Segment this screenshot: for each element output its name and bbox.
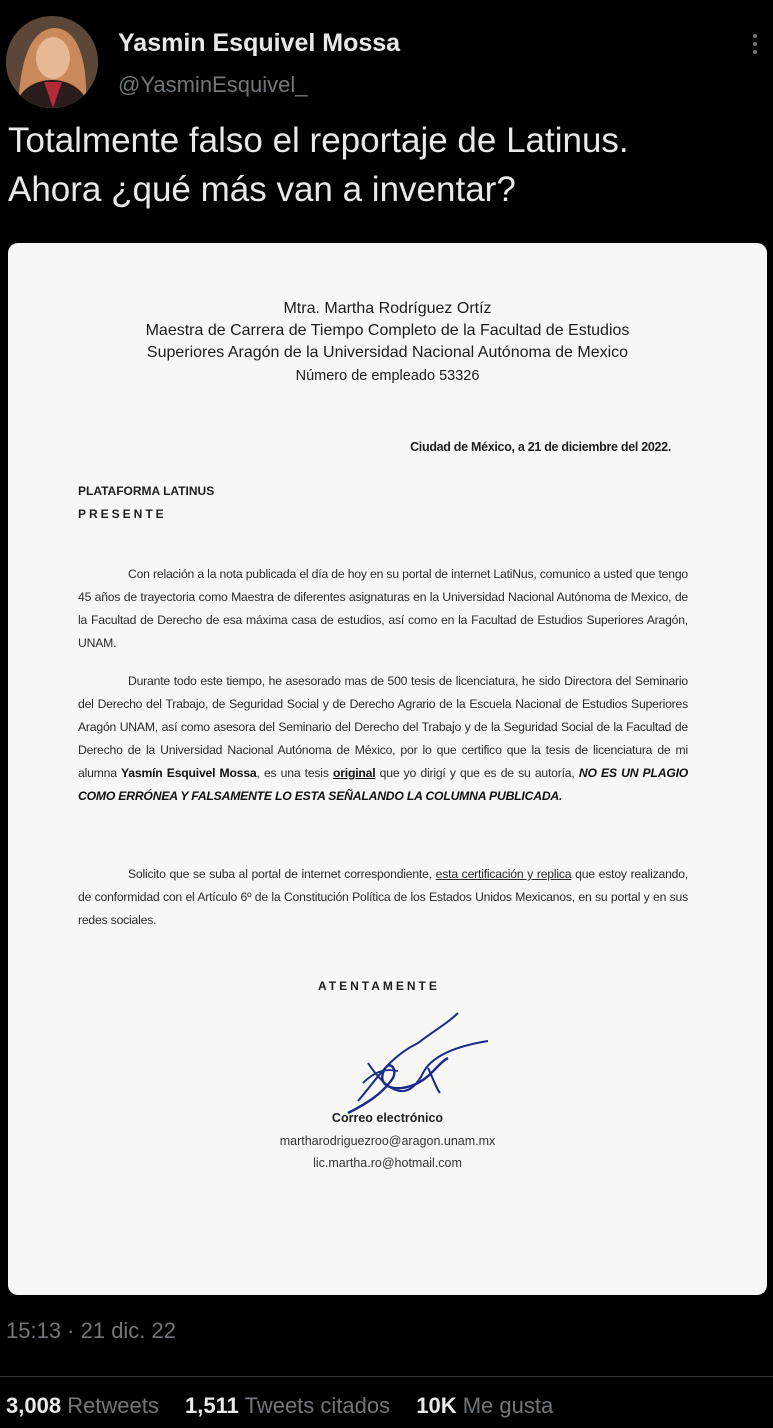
avatar[interactable] [6,16,98,108]
letter-paragraph-2: Durante todo este tiempo, he asesorado mas de 500 tesis de licenciatura, he sido Directora del Seminario del Derecho del Trabajo, de Seguridad Social y de Derecho Agrario de la Escuela Nacional de Estudios Superiores Aragón UNAM, así como asesora del Seminario del Derecho del Trabajo y de la Seguridad Social de la Facultad de Derecho de la Universidad Nacional Autónoma de México, por lo que certifico que la tesis de licenciatura de mi alumna Yasmín Esquivel Mossa, es una tesis original que yo dirigí y que es de su autoría, NO ES UN PLAGIO COMO ERRÓNEA Y FALSAMENTE LO ESTA SEÑALANDO LA COLUMNA PUBLICADA. [78,674,689,803]
letter-email-2: lic.martha.ro@hotmail.com [313,1156,462,1170]
letter-employee-number: Número de empleado 53326 [295,368,480,384]
tweet-stats [6,1393,573,1419]
tweet-line: Totalmente falso el reportaje de Latinus. [8,121,629,160]
quotes-label[interactable]: Tweets citados [244,1393,391,1418]
letter-date: Ciudad de México, a 21 de diciembre del 2022. [410,440,671,454]
letter-email-1: martharodriguezroo@aragon.unam.mx [279,1134,496,1148]
letter-email-title: Correo electrónico [331,1111,444,1125]
more-options-icon[interactable] [745,30,765,60]
likes-count[interactable]: 10K [416,1393,457,1418]
quotes-count[interactable]: 1,511 [185,1393,239,1418]
tweet-timestamp[interactable]: 15:13 · 21 dic. 22 [6,1318,177,1343]
tweet-image-letter[interactable] [8,243,767,1295]
tweet-line: Ahora ¿qué más van a inventar? [8,170,516,209]
letter-author: Mtra. Martha Rodríguez Ortíz [283,300,492,317]
likes-label[interactable]: Me gusta [462,1393,554,1418]
retweets-label[interactable]: Retweets [67,1393,159,1418]
letter-recipient: PLATAFORMA LATINUS [78,484,215,498]
letter-closing: ATENTAMENTE [318,979,440,993]
divider [0,1376,773,1377]
letter-paragraph-1: Con relación a la nota publicada el día de hoy en su portal de internet LatiNus, comunico a usted que tengo 45 años de trayectoria como Maestra de diferentes asignaturas en la Universidad Nacional Autónoma de Mexico, de la Facultad de Derecho de esa máxima casa de estudios, así como en la Facultad de Estudios Superiores Aragón, UNAM. [78,567,688,650]
letter-position-line2: Superiores Aragón de la Universidad Nacional Autónoma de Mexico [146,344,629,361]
tweet-text [8,116,768,214]
letter-paragraph-3: Solicito que se suba al portal de internet correspondiente, esta certificación y replica que estoy realizando, de conformidad con el Artículo 6º de la Constitución Política de los Estados Unidos Mexicanos, en su portal y en sus redes sociales. [78,867,688,927]
author-name[interactable]: Yasmin Esquivel Mossa [118,29,401,57]
letter-position-line1: Maestra de Carrera de Tiempo Completo de la Facultad de Estudios [145,322,630,339]
retweets-count[interactable]: 3,008 [6,1393,62,1418]
letter-presente: PRESENTE [78,507,167,521]
author-handle[interactable]: @YasminEsquivel_ [118,72,308,97]
